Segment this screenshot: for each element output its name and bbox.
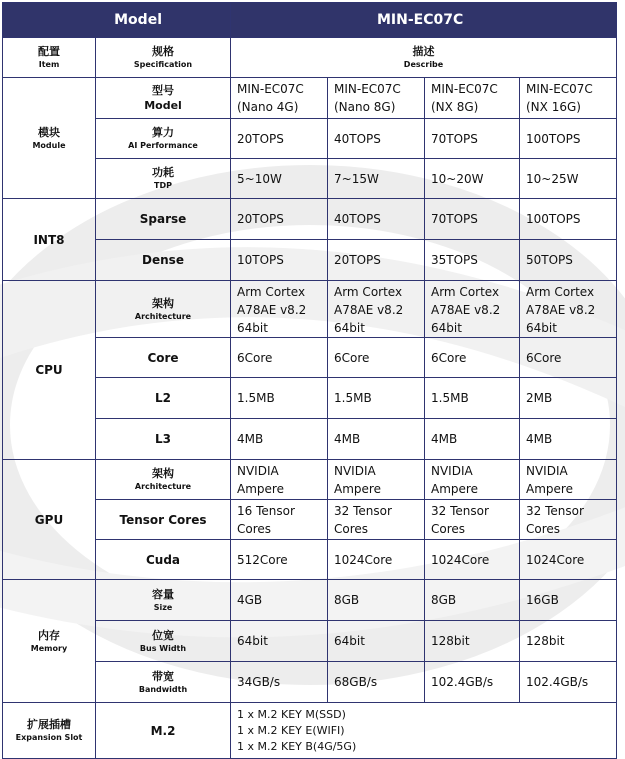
- model-value: MIN-EC07C (NX 8G): [425, 78, 520, 119]
- bandwidth-spec: 带宽 Bandwidth: [96, 662, 231, 703]
- gpu-arch-value: NVIDIA Ampere: [231, 460, 328, 500]
- cpu-architecture-spec: 架构 Architecture: [96, 281, 231, 338]
- tensor-value: 32 Tensor Cores: [328, 500, 425, 540]
- spec-table: [2, 2, 617, 759]
- size-value: 16GB: [520, 580, 617, 621]
- dense-spec: Dense: [96, 240, 231, 281]
- bus-width-value: 128bit: [425, 621, 520, 662]
- ai-value: 100TOPS: [520, 119, 617, 159]
- m2-slot-line: 1 x M.2 KEY E(WIFI): [237, 723, 345, 737]
- l2-spec: L2: [96, 378, 231, 419]
- tdp-value: 5~10W: [231, 159, 328, 199]
- m2-slot-line: 1 x M.2 KEY B(4G/5G): [237, 739, 357, 753]
- table-row: [3, 119, 617, 159]
- ai-value: 40TOPS: [328, 119, 425, 159]
- bandwidth-value: 102.4GB/s: [520, 662, 617, 703]
- gpu-arch-value: NVIDIA Ampere: [520, 460, 617, 500]
- gpu-arch-value: NVIDIA Ampere: [328, 460, 425, 500]
- l2-value: 1.5MB: [231, 378, 328, 419]
- module-category: 模块 Module: [3, 78, 96, 199]
- table-row: [3, 580, 617, 621]
- cpu-core-value: 6Core: [231, 338, 328, 378]
- header-model-name: MIN-EC07C: [231, 3, 617, 38]
- bus-width-value: 64bit: [328, 621, 425, 662]
- memory-category: 内存 Memory: [3, 580, 96, 703]
- dense-value: 20TOPS: [328, 240, 425, 281]
- sparse-value: 100TOPS: [520, 199, 617, 240]
- model-value: MIN-EC07C (Nano 8G): [328, 78, 425, 119]
- gpu-arch-value: NVIDIA Ampere: [425, 460, 520, 500]
- cuda-value: 1024Core: [328, 540, 425, 580]
- table-row: [3, 378, 617, 419]
- dense-value: 10TOPS: [231, 240, 328, 281]
- l3-value: 4MB: [231, 419, 328, 460]
- int8-category: INT8: [3, 199, 96, 281]
- cpu-core-value: 6Core: [425, 338, 520, 378]
- bandwidth-value: 68GB/s: [328, 662, 425, 703]
- tdp-spec: 功耗 TDP: [96, 159, 231, 199]
- size-value: 8GB: [328, 580, 425, 621]
- spec-column-header: 规格 Specification: [96, 38, 231, 78]
- table-row: [3, 78, 617, 119]
- table-row: [3, 199, 617, 240]
- l2-value: 2MB: [520, 378, 617, 419]
- sparse-spec: Sparse: [96, 199, 231, 240]
- cpu-core-spec: Core: [96, 338, 231, 378]
- table-row: [3, 460, 617, 500]
- dense-value: 35TOPS: [425, 240, 520, 281]
- size-spec: 容量 Size: [96, 580, 231, 621]
- model-value: MIN-EC07C (NX 16G): [520, 78, 617, 119]
- cuda-spec: Cuda: [96, 540, 231, 580]
- l3-spec: L3: [96, 419, 231, 460]
- table-row: [3, 338, 617, 378]
- cuda-value: 1024Core: [425, 540, 520, 580]
- l2-value: 1.5MB: [425, 378, 520, 419]
- cpu-arch-value: Arm Cortex A78AE v8.2 64bit: [231, 281, 328, 338]
- sparse-value: 40TOPS: [328, 199, 425, 240]
- bandwidth-value: 34GB/s: [231, 662, 328, 703]
- sparse-value: 70TOPS: [425, 199, 520, 240]
- l2-value: 1.5MB: [328, 378, 425, 419]
- sparse-value: 20TOPS: [231, 199, 328, 240]
- size-value: 8GB: [425, 580, 520, 621]
- tdp-value: 10~25W: [520, 159, 617, 199]
- cpu-arch-value: Arm Cortex A78AE v8.2 64bit: [520, 281, 617, 338]
- table-row: [3, 159, 617, 199]
- expansion-category: 扩展插槽 Expansion Slot: [3, 703, 96, 759]
- model-spec: 型号 Model: [96, 78, 231, 119]
- bus-width-value: 128bit: [520, 621, 617, 662]
- l3-value: 4MB: [425, 419, 520, 460]
- tdp-value: 7~15W: [328, 159, 425, 199]
- m2-slot-line: 1 x M.2 KEY M(SSD): [237, 707, 346, 721]
- bandwidth-value: 102.4GB/s: [425, 662, 520, 703]
- ai-value: 20TOPS: [231, 119, 328, 159]
- cuda-value: 1024Core: [520, 540, 617, 580]
- l3-value: 4MB: [520, 419, 617, 460]
- table-row: [3, 621, 617, 662]
- cpu-arch-value: Arm Cortex A78AE v8.2 64bit: [425, 281, 520, 338]
- cpu-core-value: 6Core: [328, 338, 425, 378]
- dense-value: 50TOPS: [520, 240, 617, 281]
- l3-value: 4MB: [328, 419, 425, 460]
- item-column-header: 配置 Item: [3, 38, 96, 78]
- cpu-category: CPU: [3, 281, 96, 460]
- column-header-row: [3, 38, 617, 78]
- cuda-value: 512Core: [231, 540, 328, 580]
- tensor-cores-spec: Tensor Cores: [96, 500, 231, 540]
- cpu-core-value: 6Core: [520, 338, 617, 378]
- header-model-label: Model: [3, 3, 231, 38]
- gpu-architecture-spec: 架构 Architecture: [96, 460, 231, 500]
- tdp-value: 10~20W: [425, 159, 520, 199]
- m2-spec: M.2: [96, 703, 231, 759]
- bus-width-spec: 位宽 Bus Width: [96, 621, 231, 662]
- bus-width-value: 64bit: [231, 621, 328, 662]
- tensor-value: 32 Tensor Cores: [425, 500, 520, 540]
- tensor-value: 16 Tensor Cores: [231, 500, 328, 540]
- table-row: [3, 281, 617, 338]
- table-row: [3, 500, 617, 540]
- table-row: [3, 419, 617, 460]
- tensor-value: 32 Tensor Cores: [520, 500, 617, 540]
- table-row: [3, 662, 617, 703]
- ai-value: 70TOPS: [425, 119, 520, 159]
- ai-performance-spec: 算力 AI Performance: [96, 119, 231, 159]
- table-row: [3, 240, 617, 281]
- table-row: [3, 703, 617, 759]
- size-value: 4GB: [231, 580, 328, 621]
- m2-slot-list: [231, 703, 617, 759]
- cpu-arch-value: Arm Cortex A78AE v8.2 64bit: [328, 281, 425, 338]
- describe-column-header: 描述 Describe: [231, 38, 617, 78]
- model-value: MIN-EC07C (Nano 4G): [231, 78, 328, 119]
- table-row: [3, 540, 617, 580]
- header-row: [3, 3, 617, 38]
- gpu-category: GPU: [3, 460, 96, 580]
